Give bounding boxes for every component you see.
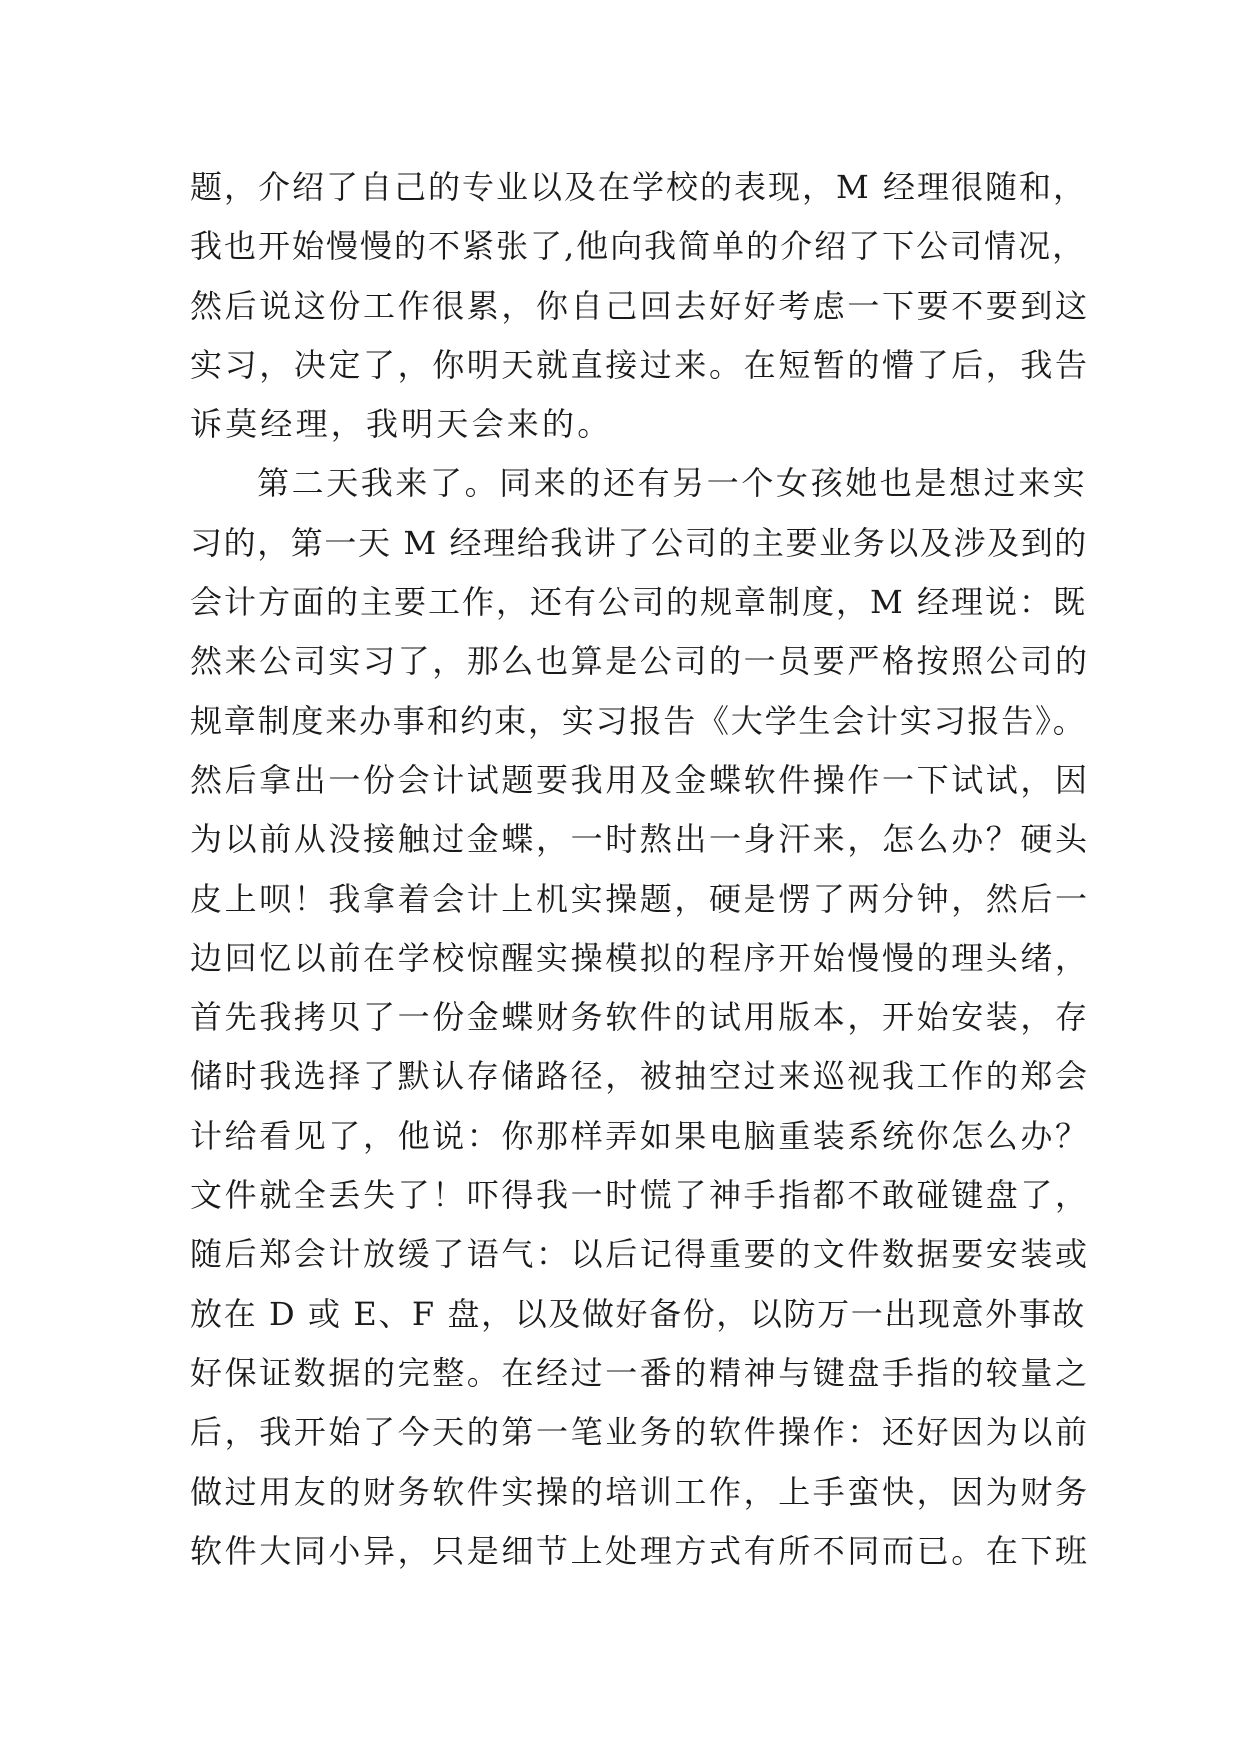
text-line: 放在 D 或 E、F 盘，以及做好备份，以防万一出现意外事故 <box>190 1294 1086 1333</box>
text-line: 做过用友的财务软件实操的培训工作，上手蛮快，因为财务 <box>190 1472 1090 1511</box>
text-line: 好保证数据的完整。在经过一番的精神与键盘手指的较量之 <box>190 1353 1090 1392</box>
text-line: 然后说这份工作很累，你自己回去好好考虑一下要不要到这 <box>190 286 1090 325</box>
text-line: 我也开始慢慢的不紧张了,他向我简单的介绍了下公司情况， <box>190 227 1087 266</box>
document-body <box>190 158 1090 1581</box>
text-line: 软件大同小异，只是细节上处理方式有所不同而已。在下班 <box>190 1531 1090 1570</box>
text-line: 皮上呗！我拿着会计上机实操题，硬是愣了两分钟，然后一 <box>190 879 1090 918</box>
text-line: 为以前从没接触过金蝶，一时熬出一身汗来，怎么办？硬头 <box>190 820 1090 859</box>
paragraph-first-line: 第二天我来了。同来的还有另一个女孩她也是想过来实 <box>257 464 1088 503</box>
text-line: 然来公司实习了，那么也算是公司的一员要严格按照公司的 <box>190 642 1090 681</box>
text-line: 文件就全丢失了！吓得我一时慌了神手指都不敢碰键盘了， <box>190 1176 1090 1215</box>
text-line: 习的，第一天 M 经理给我讲了公司的主要业务以及涉及到的 <box>190 523 1088 562</box>
text-line: 规章制度来办事和约束，实习报告《大学生会计实习报告》。 <box>190 701 1087 740</box>
text-line: 然后拿出一份会计试题要我用及金蝶软件操作一下试试，因 <box>190 760 1090 799</box>
text-line: 会计方面的主要工作，还有公司的规章制度，M 经理说：既 <box>190 583 1087 622</box>
text-line: 实习，决定了，你明天就直接过来。在短暂的懵了后，我告 <box>190 345 1090 384</box>
text-line: 题，介绍了自己的专业以及在学校的表现，M 经理很随和， <box>190 168 1087 206</box>
text-line: 诉莫经理，我明天会来的。 <box>190 405 613 444</box>
text-line: 后，我开始了今天的第一笔业务的软件操作：还好因为以前 <box>190 1413 1090 1452</box>
text-line: 首先我拷贝了一份金蝶财务软件的试用版本，开始安装，存 <box>190 998 1090 1037</box>
text-line: 计给看见了，他说：你那样弄如果电脑重装系统你怎么办？ <box>190 1116 1090 1155</box>
text-line: 随后郑会计放缓了语气：以后记得重要的文件数据要安装或 <box>190 1235 1090 1274</box>
text-line: 储时我选择了默认存储路径，被抽空过来巡视我工作的郑会 <box>190 1057 1090 1096</box>
text-line: 边回忆以前在学校惊醒实操模拟的程序开始慢慢的理头绪， <box>190 938 1090 977</box>
